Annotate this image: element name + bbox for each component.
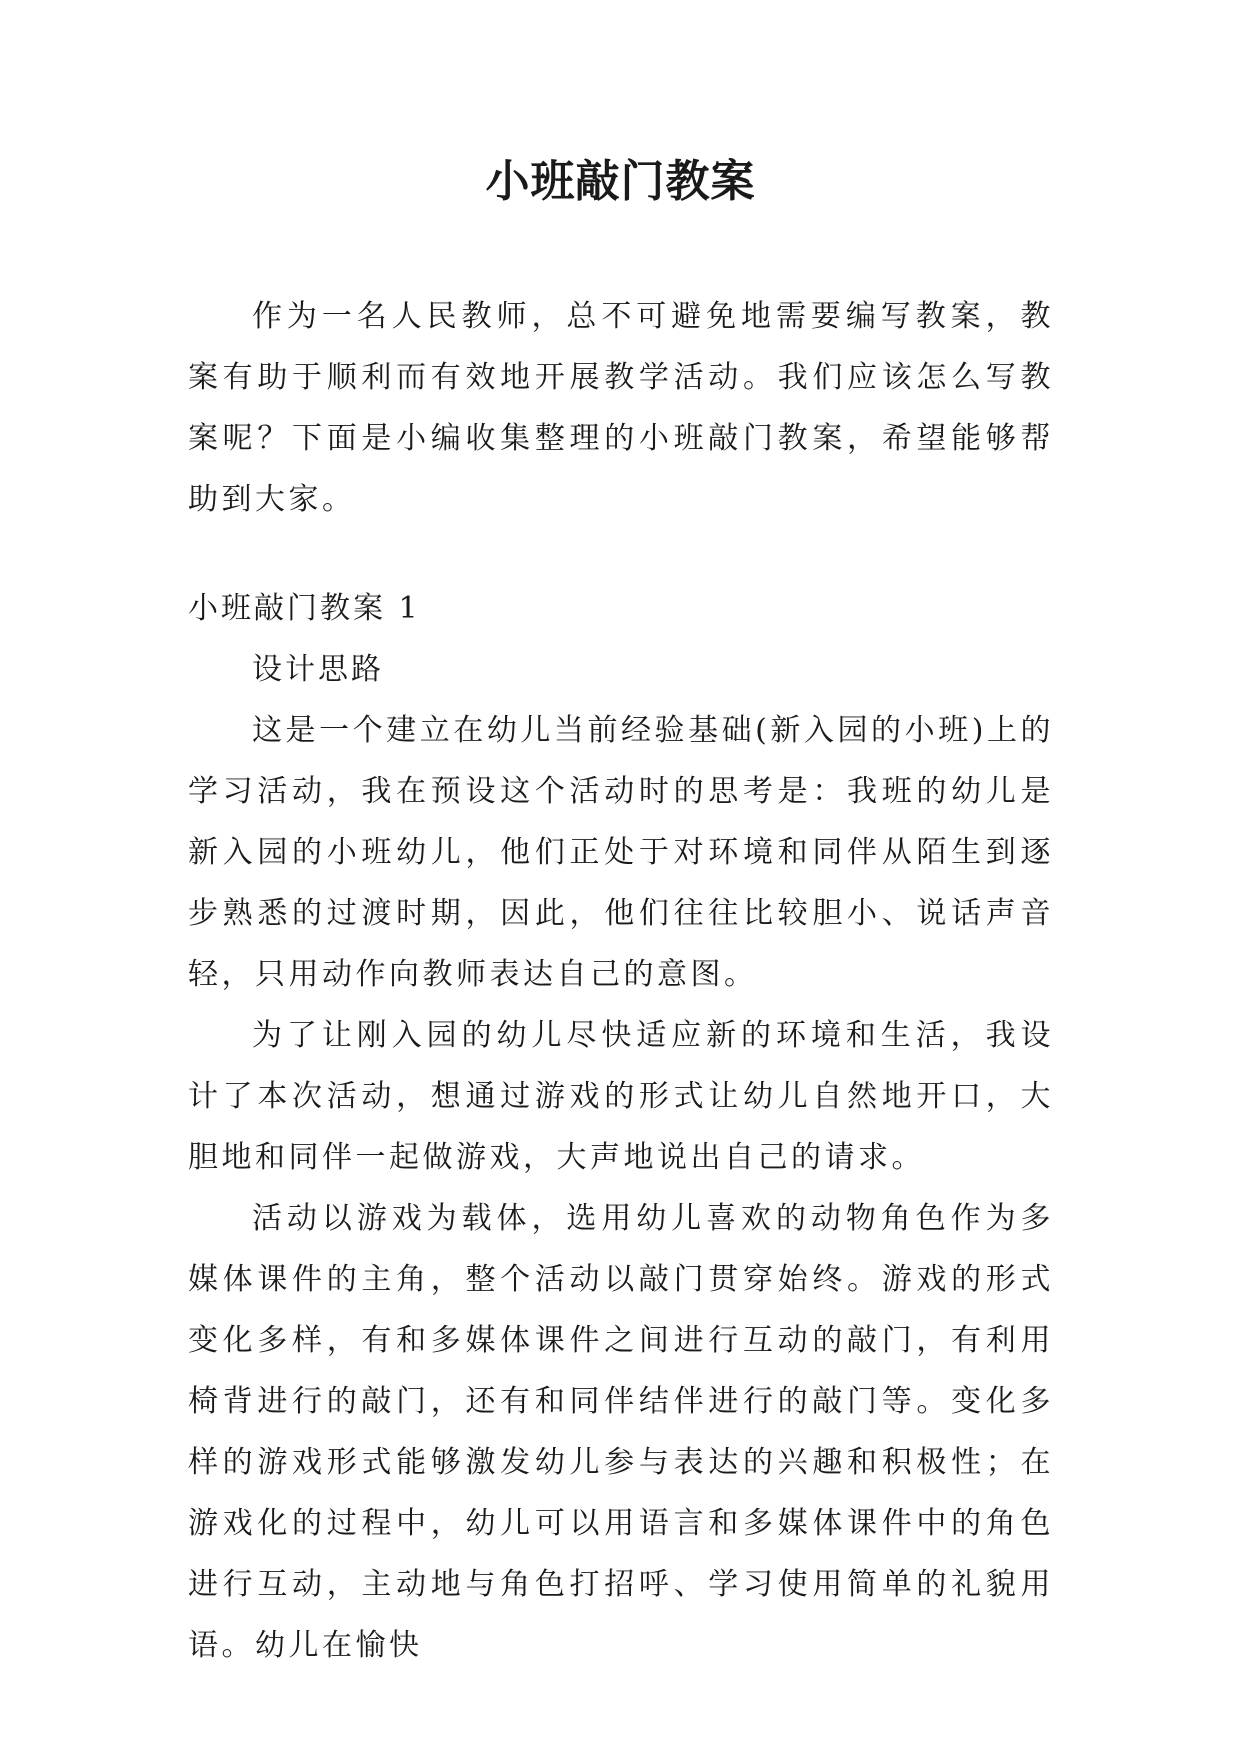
document-title: 小班敲门教案 [485, 156, 756, 207]
body-paragraph: 活动以游戏为载体，选用幼儿喜欢的动物角色作为多媒体课件的主角，整个活动以敲门贯穿始终。游戏的形式变化多样，有和多媒体课件之间进行互动的敲门，有利用椅背进行的敲门，还有和同伴结伴进行的敲门等。变化多样的游戏形式能够激发幼儿参与表达的兴趣和积极性；在游戏化的过程中，幼儿可以用语言和多媒体课件中的角色进行互动，主动地与角色打招呼、学习使用简单的礼貌用语。幼儿在愉快 [188, 1201, 1054, 1663]
intro-paragraph: 作为一名人民教师，总不可避免地需要编写教案，教案有助于顺利而有效地开展教学活动。我们应该怎么写教案呢？下面是小编收集整理的小班敲门教案，希望能够帮助到大家。 [188, 299, 1054, 517]
intro-block [188, 286, 1054, 530]
body-paragraph: 这是一个建立在幼儿当前经验基础(新入园的小班)上的学习活动，我在预设这个活动时的思考是：我班的幼儿是新入园的小班幼儿，他们正处于对环境和同伴从陌生到逐步熟悉的过渡时期，因此，他们往往比较胆小、说话声音轻，只用动作向教师表达自己的意图。 [188, 713, 1054, 992]
body-paragraph: 为了让刚入园的幼儿尽快适应新的环境和生活，我设计了本次活动，想通过游戏的形式让幼儿自然地开口，大胆地和同伴一起做游戏，大声地说出自己的请求。 [188, 1018, 1054, 1175]
section-1 [188, 578, 1054, 1676]
section-subheading: 设计思路 [252, 652, 384, 687]
section-heading: 小班敲门教案 1 [188, 591, 421, 626]
